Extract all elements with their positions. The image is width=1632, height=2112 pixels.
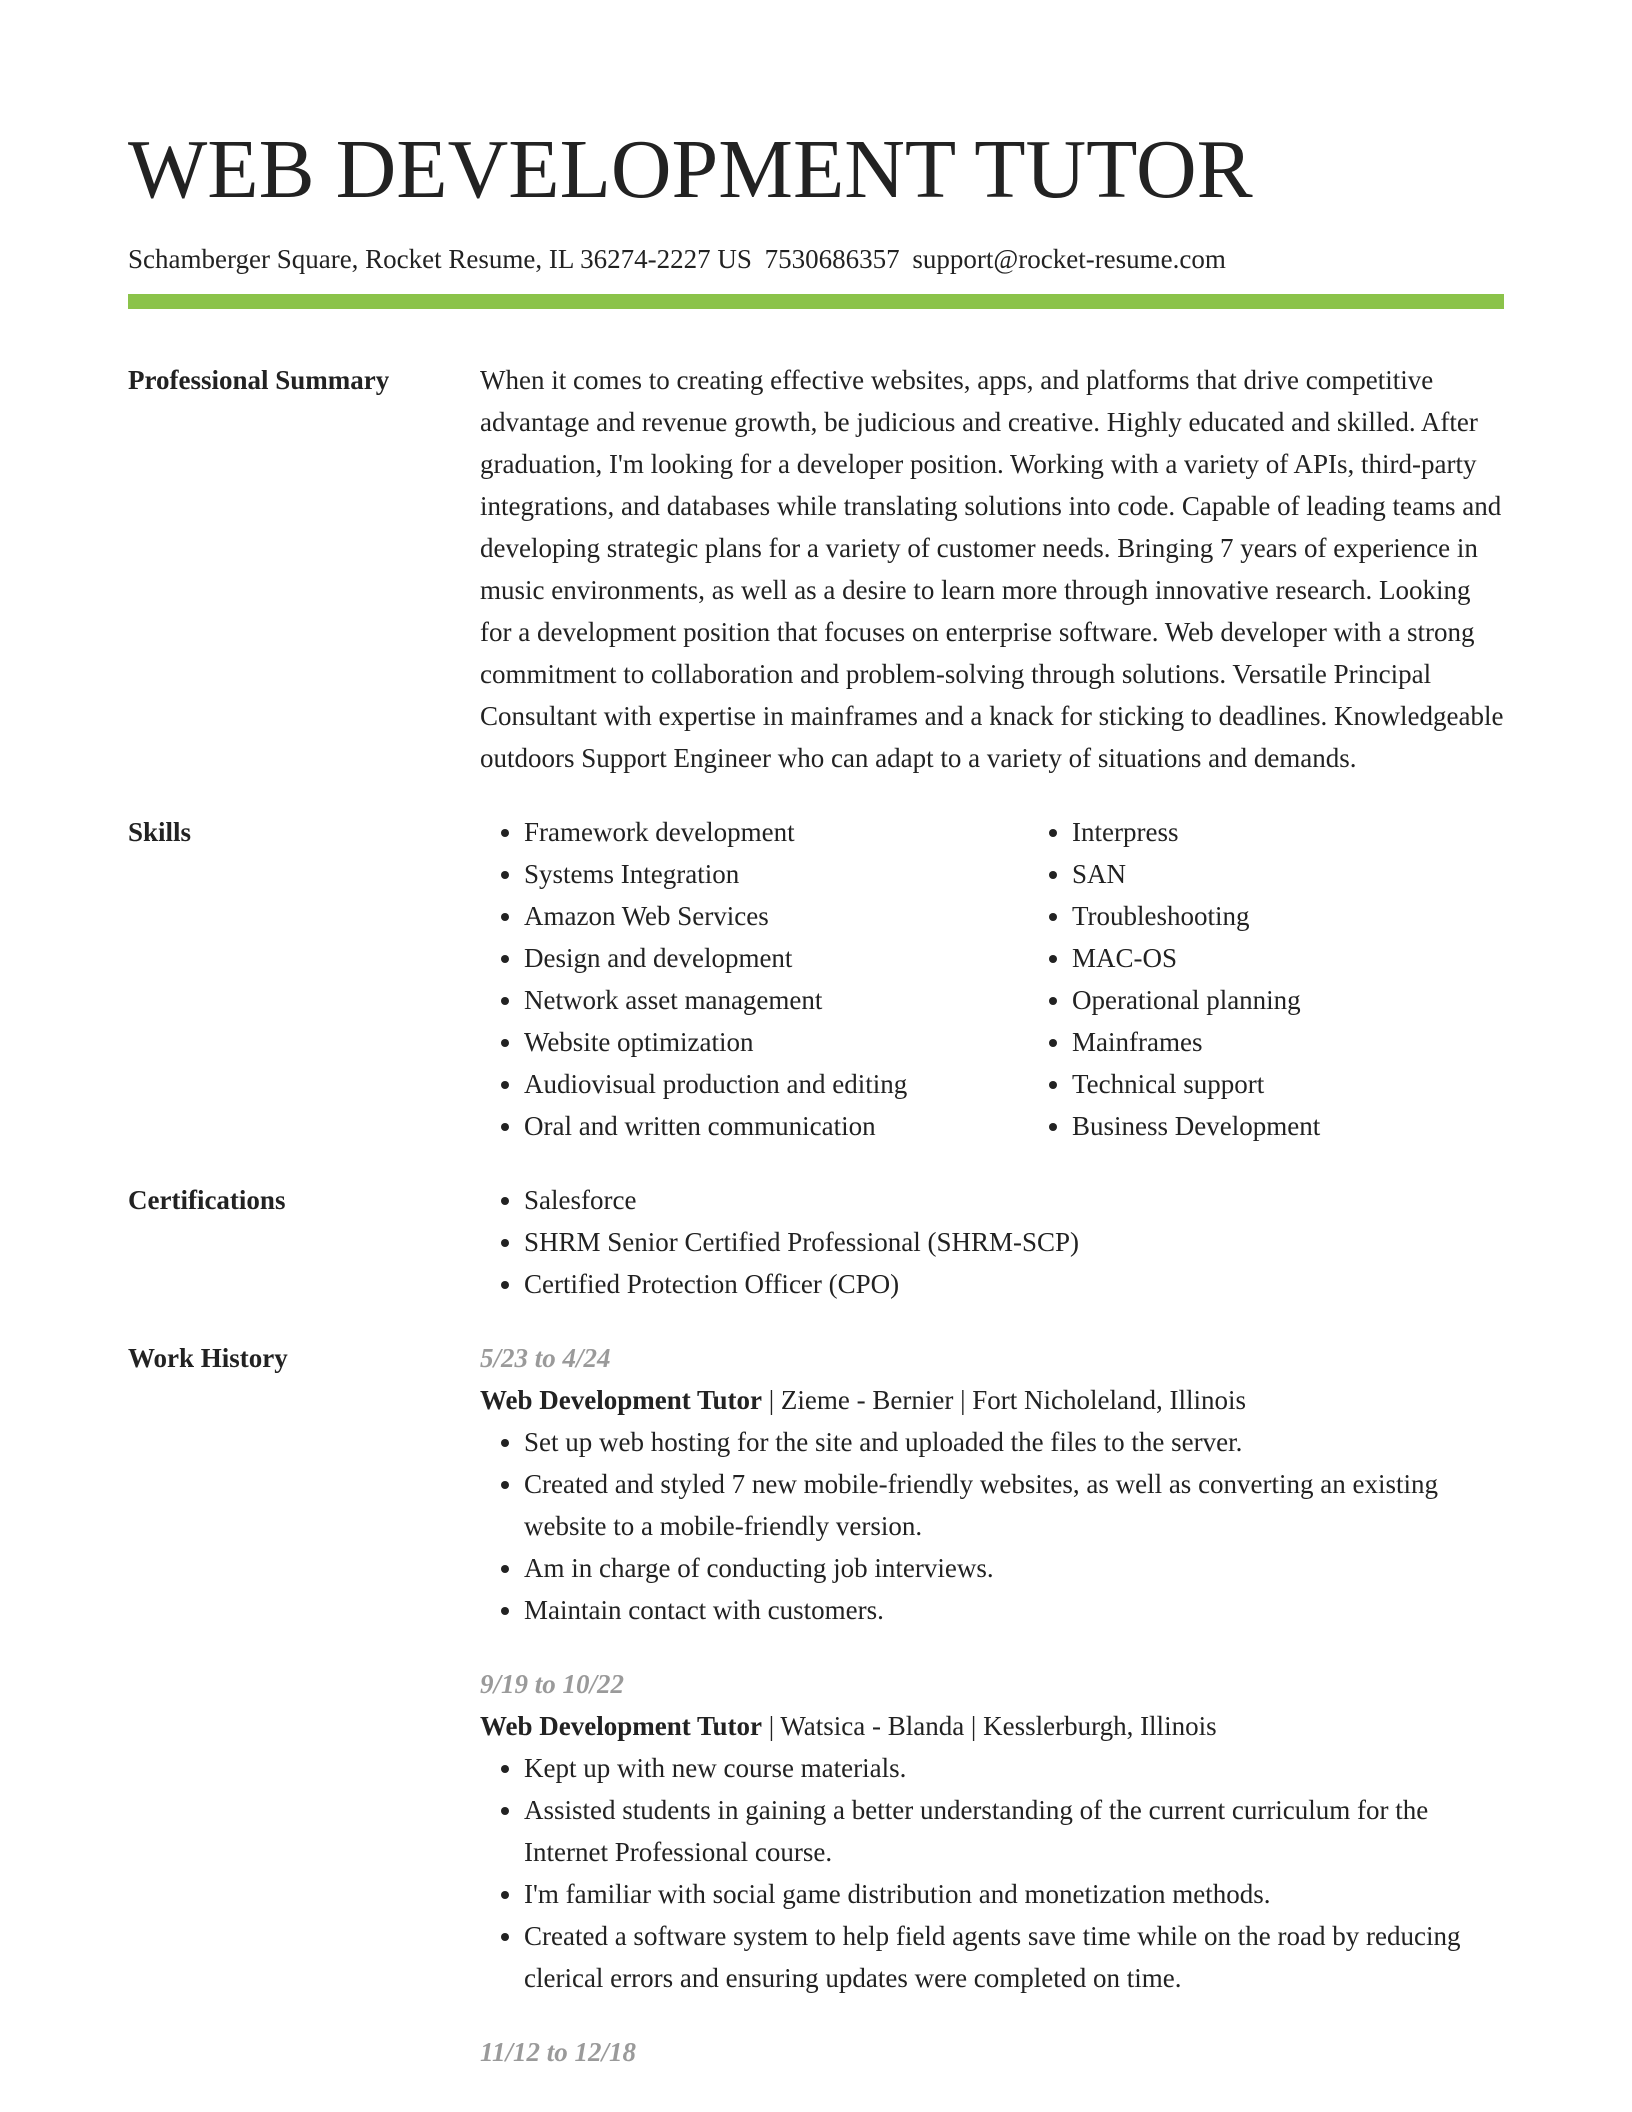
job-dates: 11/12 to 12/18 (480, 2037, 637, 2067)
skill-item: • Amazon Web Services (524, 895, 1028, 937)
job-dates: 9/19 to 10/22 (480, 1669, 625, 1699)
work-history-section (128, 1337, 1504, 2105)
job-title: Web Development Tutor (480, 1711, 763, 1741)
job-company-location: | Zieme - Bernier | Fort Nicholeland, Illinois (762, 1385, 1246, 1415)
job-dates: 5/23 to 4/24 (480, 1343, 611, 1373)
section-label-work-history: Work History (128, 1343, 288, 1373)
job-duty-item: • Maintain contact with customers. (524, 1589, 1504, 1631)
skill-item: • Business Development (1072, 1105, 1576, 1147)
contact-email[interactable]: support@rocket-resume.com (912, 244, 1226, 274)
skill-item: • Audiovisual production and editing (524, 1063, 1028, 1105)
section-label-skills: Skills (128, 817, 192, 847)
summary-section (128, 359, 1504, 779)
certification-item: • Certified Protection Officer (CPO) (524, 1263, 1504, 1305)
job-title-line (480, 1705, 1504, 1747)
skill-item: • Website optimization (524, 1021, 1028, 1063)
job-title-line (480, 1379, 1504, 1421)
skill-item: • Oral and written communication (524, 1105, 1028, 1147)
job-duty-item: • Created a software system to help field agents save time while on the road by reducing clerical errors and ensuring updates were completed on time. (524, 1915, 1504, 1999)
contact-phone: 7530686357 (764, 244, 900, 274)
skill-item: • Design and development (524, 937, 1028, 979)
skill-item: • SAN (1072, 853, 1576, 895)
header-divider (128, 294, 1504, 309)
summary-text: When it comes to creating effective websites, apps, and platforms that drive competitive advantage and revenue growth, be judicious and creative. Highly educated and skilled. After graduation, I'm looking for a developer position. Working with a variety of APIs, third-party integrations, and databases while translating solutions into code. Capable of leading teams and developing strategic plans for a variety of customer needs. Bringing 7 years of experience in music environments, as well as a desire to learn more through innovative research. Looking for a development position that focuses on enterprise software. Web developer with a strong commitment to collaboration and problem-solving through solutions. Versatile Principal Consultant with expertise in mainframes and a knack for sticking to deadlines. Knowledgeable outdoors Support Engineer who can adapt to a variety of situations and demands. (480, 365, 1504, 773)
skills-list-left (480, 811, 1028, 1147)
job-duty-item: • Set up web hosting for the site and uploaded the files to the server. (524, 1421, 1504, 1463)
resume-title: WEB DEVELOPMENT TUTOR (128, 123, 1253, 216)
skill-item: • Troubleshooting (1072, 895, 1576, 937)
skill-item: • Systems Integration (524, 853, 1028, 895)
job-duty-item: • Kept up with new course materials. (524, 1747, 1504, 1789)
skill-item: • Technical support (1072, 1063, 1576, 1105)
job-duties-list (480, 1421, 1504, 1631)
section-label-certifications: Certifications (128, 1185, 286, 1215)
skill-item: • MAC-OS (1072, 937, 1576, 979)
skills-section (128, 811, 1504, 1147)
certification-item: • SHRM Senior Certified Professional (SHRM-SCP) (524, 1221, 1504, 1263)
job-duty-item: • I'm familiar with social game distribution and monetization methods. (524, 1873, 1504, 1915)
job-entry (480, 1337, 1504, 1631)
job-duty-item: • Created and styled 7 new mobile-friendly websites, as well as converting an existing website to a mobile-friendly version. (524, 1463, 1504, 1547)
certification-item: • Salesforce (524, 1179, 1504, 1221)
job-entry (480, 1663, 1504, 1999)
job-title: Web Development Tutor (480, 1385, 763, 1415)
skill-item: • Operational planning (1072, 979, 1576, 1021)
skills-list-right (1028, 811, 1576, 1147)
skill-item: • Network asset management (524, 979, 1028, 1021)
skills-body (480, 811, 1576, 1147)
job-company-location: | Watsica - Blanda | Kesslerburgh, Illinois (762, 1711, 1217, 1741)
certifications-body (480, 1179, 1504, 1305)
job-duties-list (480, 1747, 1504, 1999)
contact-line (128, 242, 1504, 276)
skill-item: • Interpress (1072, 811, 1576, 853)
certifications-list (480, 1179, 1504, 1305)
contact-address: Schamberger Square, Rocket Resume, IL 36274-2227 US (128, 244, 752, 274)
skills-grid (480, 811, 1576, 1147)
certifications-section (128, 1179, 1504, 1305)
skill-item: • Mainframes (1072, 1021, 1576, 1063)
work-history-body (480, 1337, 1504, 2105)
job-duty-item: • Assisted students in gaining a better understanding of the current curriculum for the Internet Professional course. (524, 1789, 1504, 1873)
job-duty-item: • Am in charge of conducting job interviews. (524, 1547, 1504, 1589)
section-label-summary: Professional Summary (128, 365, 390, 395)
job-entry (480, 2031, 1504, 2073)
skill-item: • Framework development (524, 811, 1028, 853)
summary-body (480, 359, 1504, 779)
